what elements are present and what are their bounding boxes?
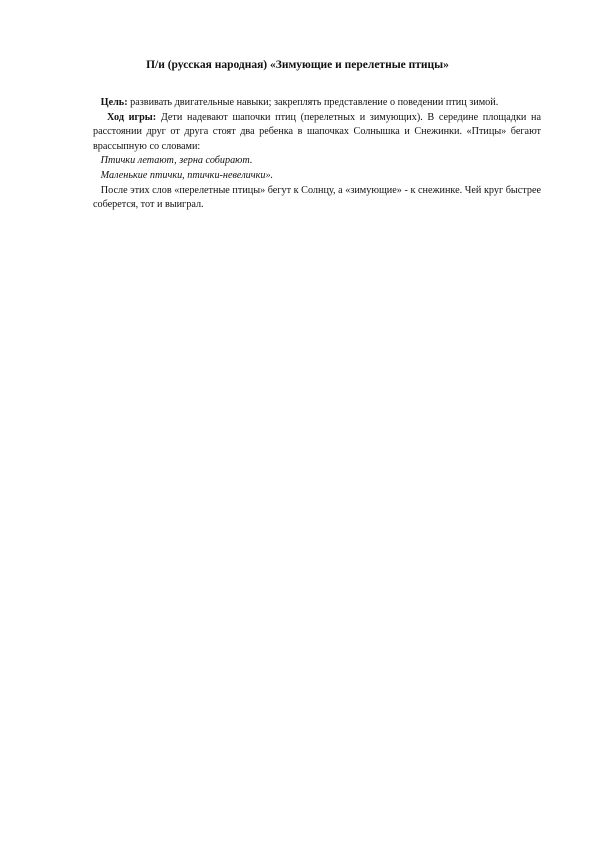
verse-line-1: Птички летают, зерна собирают. [100, 155, 253, 167]
goal-text: развивать двигательные навыки; закреплять представление о поведении птиц зимой. [130, 97, 499, 108]
course-text: Дети надевают шапочки птиц (перелетных и зимующих). В середине площадки на расстоянии друг от друга стоят два ребенка в шапочках Солнышка и Снежинки. «Птицы» бегают врассыпную со словами: [93, 111, 542, 152]
document-body [93, 96, 541, 213]
rules-text: После этих слов «перелетные птицы» бегут к Солнцу, а «зимующие» - к снежинке. Чей круг быстрее соберется, тот и выиграл. [93, 184, 541, 211]
goal-paragraph [93, 96, 541, 111]
goal-label: Цель: [100, 97, 128, 108]
verse-line-2: Маленькие птички, птички-невелички». [100, 169, 274, 181]
rules-paragraph [93, 184, 541, 213]
course-paragraph [93, 111, 541, 155]
course-label: Ход игры: [106, 111, 157, 123]
page-title: П/и (русская народная) «Зимующие и перелетные птицы» [146, 59, 449, 71]
